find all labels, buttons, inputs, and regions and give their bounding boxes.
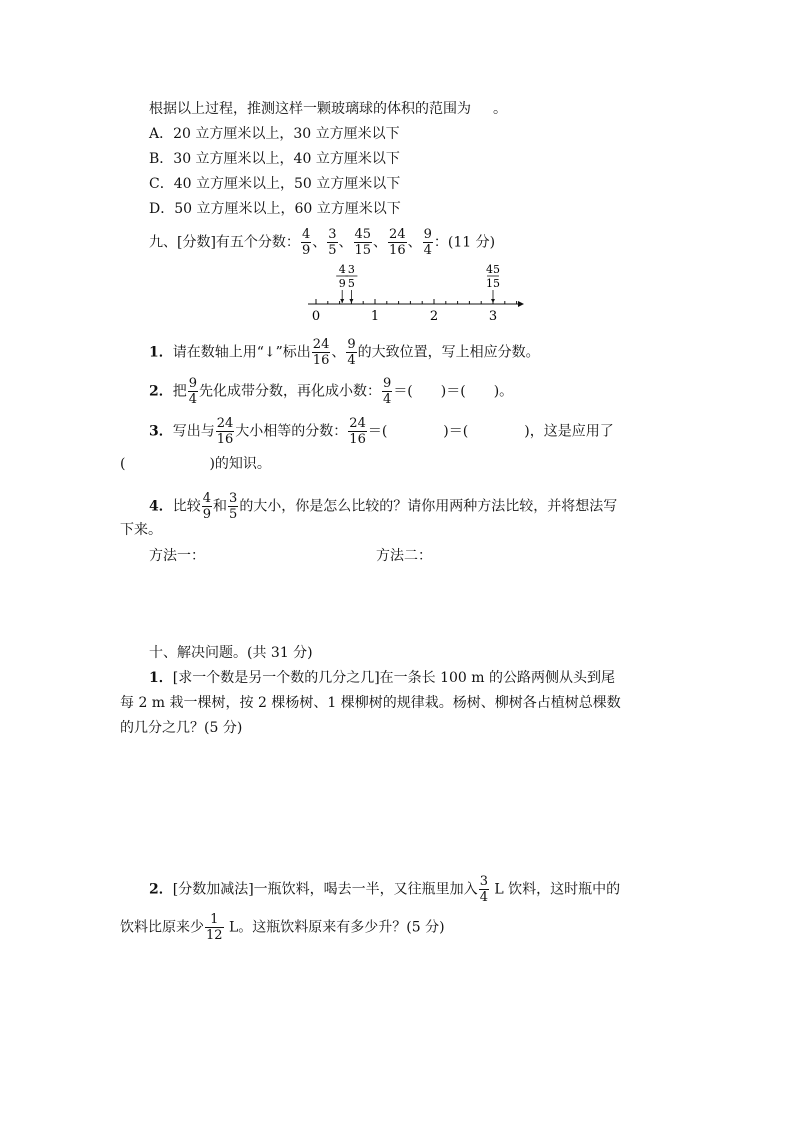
section-9-score: ：(11 分) bbox=[433, 234, 496, 251]
problem-1-line-1: 1．[求一个数是另一个数的几分之几]在一条长 100 m 的公路两侧从头到尾 bbox=[149, 670, 616, 686]
fraction: $\frac{3}{5}$ bbox=[328, 227, 337, 258]
tick-label: 3 bbox=[488, 309, 498, 324]
option-d: D．50 立方厘米以上，60 立方厘米以下 bbox=[149, 201, 401, 217]
mark-numerator: 45 bbox=[486, 263, 500, 276]
intro-period: 。 bbox=[493, 101, 507, 117]
tick-label: 0 bbox=[311, 309, 321, 324]
fraction: $\frac{1}{12}$ bbox=[206, 912, 223, 943]
fraction: $\frac{24}{16}$ bbox=[349, 416, 366, 447]
mark-denominator: 15 bbox=[486, 277, 500, 290]
fraction-mark bbox=[336, 263, 348, 303]
method-2-label: 方法二： bbox=[376, 548, 432, 564]
q9-4-cont: 下来。 bbox=[120, 522, 162, 538]
q9-3: 3．写出与 $\frac{24}{16}$ 大小相等的分数： $\frac{24}{16}$ ＝( )＝( )，这是应用了 bbox=[149, 416, 614, 447]
fraction-mark bbox=[345, 263, 357, 303]
q9-1: 1．请在数轴上用“↓”标出 $\frac{24}{16}$ 、 $\frac{9}{4}$ 的大致位置，写上相应分数。 bbox=[149, 337, 540, 368]
section-9-title: 九、[分数]有五个分数： $\frac{4}{9}$ 、 $\frac{3}{5}$ 、 $\frac{45}{15}$ 、 $\frac{24}{16}$ 、 $\frac{9}{4}$ ：(11 分) bbox=[149, 227, 496, 258]
intro-sentence: 根据以上过程，推测这样一颗玻璃球的体积的范围为 bbox=[149, 101, 471, 117]
mark-denominator: 5 bbox=[347, 277, 355, 290]
option-a: A．20 立方厘米以上，30 立方厘米以下 bbox=[149, 126, 400, 142]
option-b: B．30 立方厘米以上，40 立方厘米以下 bbox=[149, 151, 400, 167]
mark-arrowhead bbox=[349, 299, 353, 303]
fraction: $\frac{45}{15}$ bbox=[354, 227, 372, 258]
axis-arrow bbox=[518, 301, 524, 307]
fraction: $\frac{24}{16}$ bbox=[216, 416, 234, 447]
q9-3-cont: ( )的知识。 bbox=[120, 456, 271, 472]
method-1-label: 方法一： bbox=[149, 548, 205, 564]
section-9-heading: 九、[分数]有五个分数： bbox=[149, 234, 300, 251]
section-10-title: 十、解决问题。(共 31 分) bbox=[149, 645, 313, 661]
fraction: $\frac{24}{16}$ bbox=[389, 227, 406, 258]
problem-1-line-2: 每 2 m 栽一棵树，按 2 棵杨树、1 棵柳树的规律栽。杨树、柳树各占植树总棵数 bbox=[120, 695, 621, 711]
fraction: $\frac{3}{4}$ bbox=[479, 874, 488, 905]
problem-1-line-3: 的几分之几？(5 分) bbox=[120, 720, 243, 736]
q9-4: 4．比较 $\frac{4}{9}$ 和 $\frac{3}{5}$ 的大小，你是怎么比较的？请你用两种方法比较，并将想法写 bbox=[149, 491, 618, 522]
fraction: $\frac{9}{4}$ bbox=[188, 376, 198, 407]
fraction-mark bbox=[486, 263, 500, 303]
intro-text bbox=[149, 102, 507, 116]
fraction: $\frac{24}{16}$ bbox=[312, 337, 330, 368]
problem-2-line-1: 2．[分数加减法]一瓶饮料，喝去一半，又往瓶里加入 $\frac{3}{4}$ L 饮料，这时瓶中的 bbox=[149, 874, 621, 905]
option-c: C．40 立方厘米以上，50 立方厘米以下 bbox=[149, 176, 401, 192]
tick-label: 1 bbox=[370, 309, 380, 324]
fraction: $\frac{9}{4}$ bbox=[383, 376, 392, 407]
fraction: $\frac{4}{9}$ bbox=[202, 491, 212, 522]
fraction: $\frac{3}{5}$ bbox=[229, 491, 238, 522]
mark-numerator: 3 bbox=[347, 263, 355, 276]
mark-arrowhead bbox=[491, 299, 495, 303]
number-line bbox=[300, 262, 530, 324]
fraction: $\frac{9}{4}$ bbox=[423, 227, 432, 258]
mark-denominator: 9 bbox=[338, 277, 346, 290]
tick-label: 2 bbox=[429, 309, 439, 324]
q9-2: 2．把 $\frac{9}{4}$ 先化成带分数，再化成小数： $\frac{9}{4}$ ＝( )＝( )。 bbox=[149, 376, 514, 407]
mark-arrowhead bbox=[340, 299, 344, 303]
problem-2-line-2: 饮料比原来少 $\frac{1}{12}$ L。这瓶饮料原来有多少升？(5 分) bbox=[120, 912, 445, 943]
mark-numerator: 4 bbox=[338, 263, 346, 276]
fraction: $\frac{4}{9}$ bbox=[301, 227, 311, 258]
fraction: $\frac{9}{4}$ bbox=[347, 337, 356, 368]
